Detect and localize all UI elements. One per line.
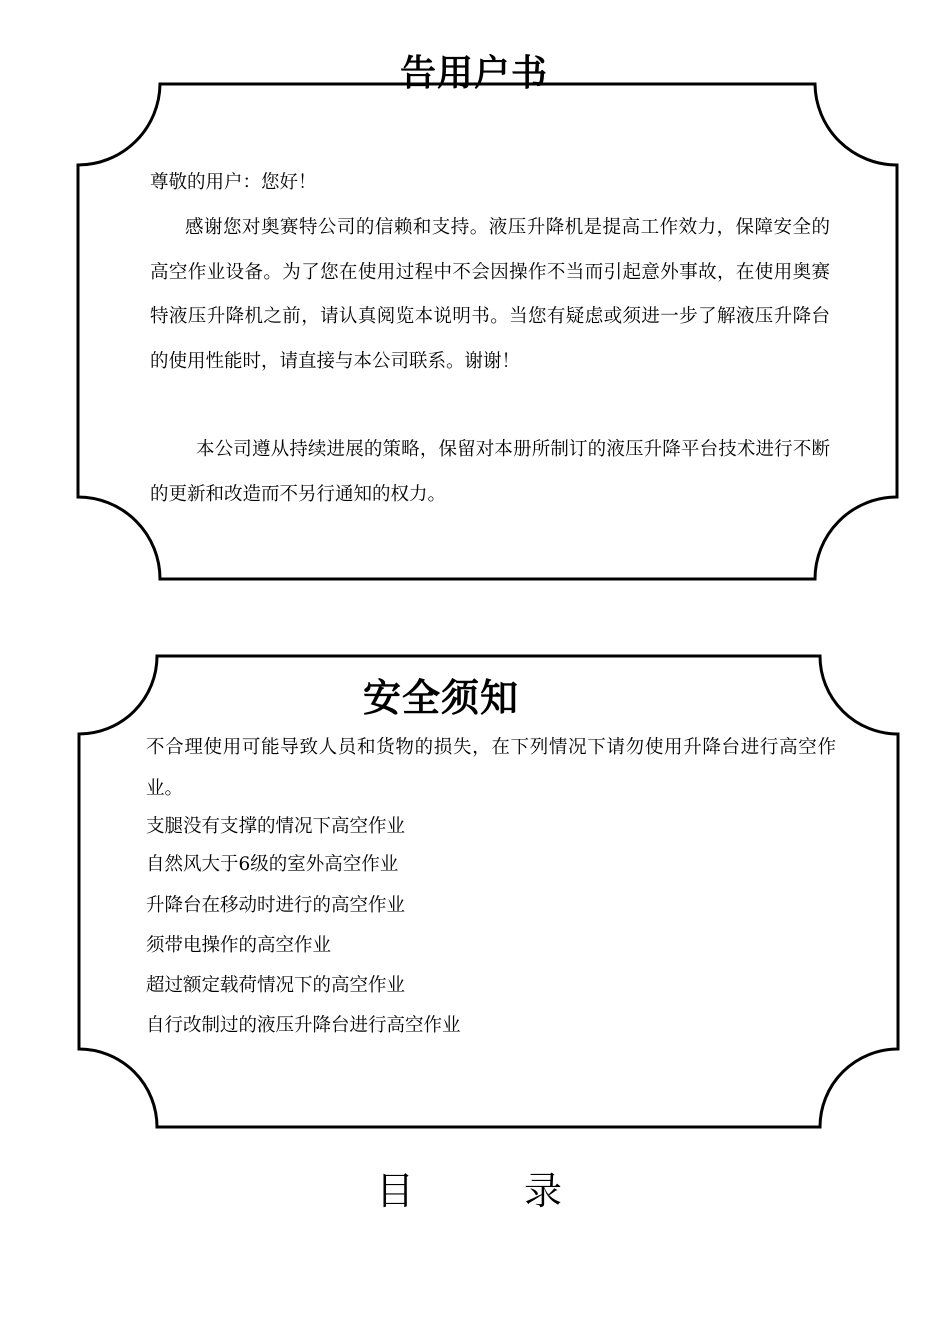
safety-rule-item: 须带电操作的高空作业 [146, 935, 332, 956]
contents-heading-char-2: 录 [524, 1169, 563, 1213]
safety-rule-item: 超过额定载荷情况下的高空作业 [146, 975, 406, 996]
safety-frame [79, 656, 898, 1127]
greeting: 尊敬的用户：您好！ [150, 172, 317, 193]
contents-heading-char-1: 目 [376, 1169, 415, 1213]
notice-paragraph-2: 本公司遵从持续进展的策略，保留对本册所制订的液压升降平台技术进行不断的更新和改造而不另行通知的权力。 [150, 439, 830, 505]
safety-rule-item: 自行改制过的液压升降台进行高空作业 [146, 1015, 461, 1036]
notice-title: 告用户书 [400, 53, 549, 94]
safety-intro: 不合理使用可能导致人员和货物的损失，在下列情况下请勿使用升降台进行高空作业。 [146, 737, 836, 799]
safety-rule-item: 支腿没有支撑的情况下高空作业 [146, 816, 406, 837]
safety-rule-item: 升降台在移动时进行的高空作业 [146, 895, 406, 916]
notice-paragraph-1: 感谢您对奥赛特公司的信赖和支持。液压升降机是提高工作效力，保障安全的高空作业设备。为了您在使用过程中不会因操作不当而引起意外事故，在使用奥赛特液压升降机之前，请认真阅览本说明书。当您有疑虑或须进一步了解液压升降台的使用性能时，请直接与本公司联系。谢谢！ [150, 217, 830, 372]
safety-title: 安全须知 [363, 676, 520, 720]
contents-heading [376, 1168, 562, 1214]
safety-rule-item: 自然风大于6级的室外高空作业 [146, 854, 399, 875]
